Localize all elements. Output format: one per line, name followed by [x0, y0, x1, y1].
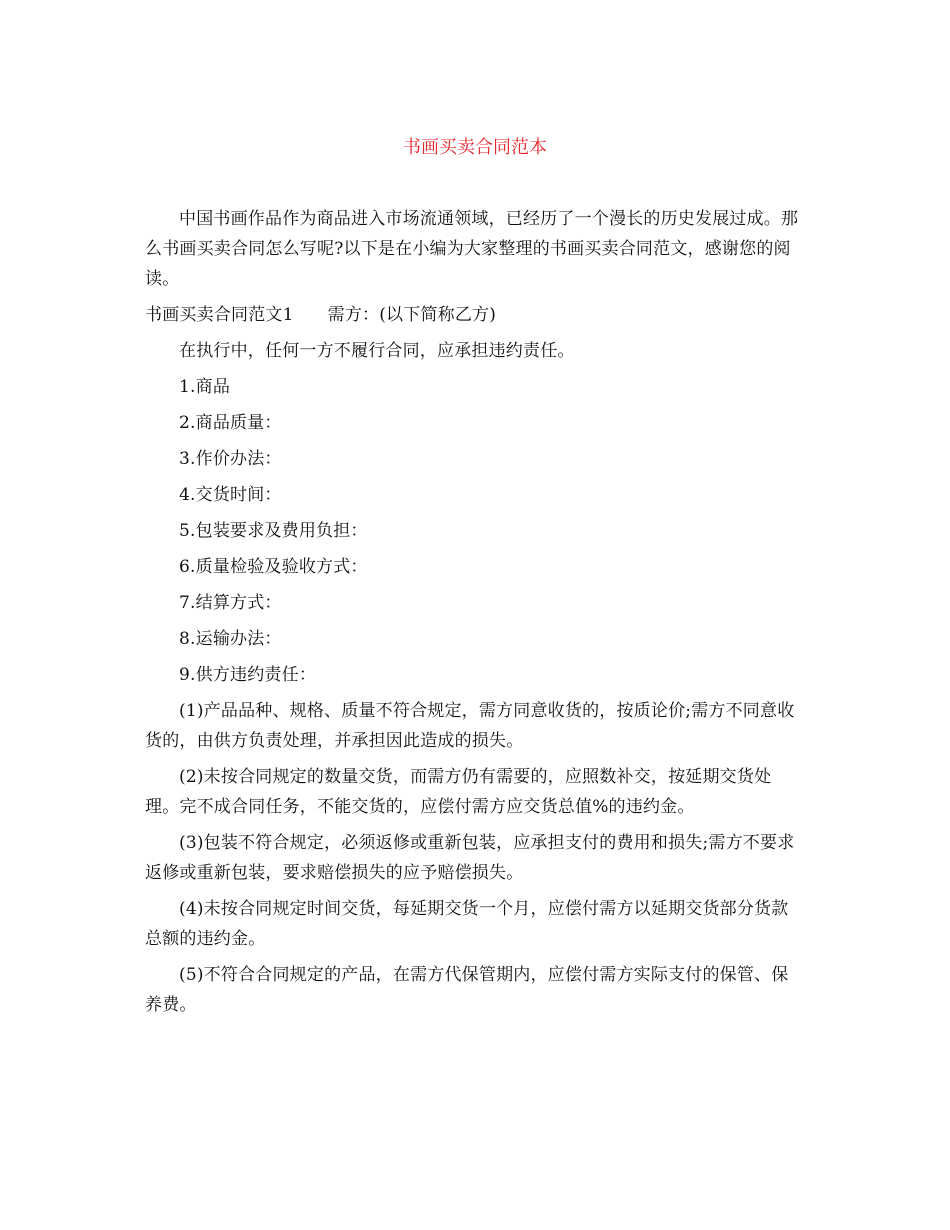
- subclause-2: (2)未按合同规定的数量交货，而需方仍有需要的，应照数补交，按延期交货处理。完不成合同任务，不能交货的，应偿付需方应交货总值%的违约金。: [145, 767, 772, 817]
- intro-paragraph: 中国书画作品作为商品进入市场流通领域，已经历了一个漫长的历史发展过成。那么书画买卖合同怎么写呢?以下是在小编为大家整理的书画买卖合同范文，感谢您的阅读。: [145, 209, 799, 289]
- clause-delivery-time: 4.交货时间：: [179, 485, 282, 505]
- subclause-5: (5)不符合合同规定的产品，在需方代保管期内，应偿付需方实际支付的保管、保养费。: [145, 965, 789, 1015]
- clause-packaging: 5.包装要求及费用负担：: [179, 521, 368, 541]
- section-heading: [145, 300, 805, 330]
- section-heading-label: 书画买卖合同范文1: [145, 305, 294, 325]
- clause-inspection: 6.质量检验及验收方式：: [179, 557, 368, 577]
- clause-supplier-liability: 9.供方违约责任：: [179, 665, 317, 685]
- clause-pricing: 3.作价办法：: [179, 449, 282, 469]
- subclause-4: (4)未按合同规定时间交货，每延期交货一个月，应偿付需方以延期交货部分货款总额的违约金。: [145, 899, 789, 949]
- clause-quality: 2.商品质量：: [179, 413, 282, 433]
- clause-transport: 8.运输办法：: [179, 629, 282, 649]
- clause-settlement: 7.结算方式：: [179, 593, 282, 613]
- subclause-3: (3)包装不符合规定，必须返修或重新包装，应承担支付的费用和损失;需方不要求返修或重新包装，要求赔偿损失的应予赔偿损失。: [145, 833, 795, 883]
- clause-goods: 1.商品: [179, 377, 231, 397]
- section-heading-party: 需方：(以下简称乙方): [327, 305, 497, 325]
- subclause-1: (1)产品品种、规格、质量不符合规定，需方同意收货的，按质论价;需方不同意收货的，由供方负责处理，并承担因此造成的损失。: [145, 701, 795, 751]
- paragraph-performance: 在执行中，任何一方不履行合同，应承担违约责任。: [179, 341, 575, 361]
- document-title: 书画买卖合同范本: [403, 137, 547, 158]
- document-body: [145, 204, 805, 1026]
